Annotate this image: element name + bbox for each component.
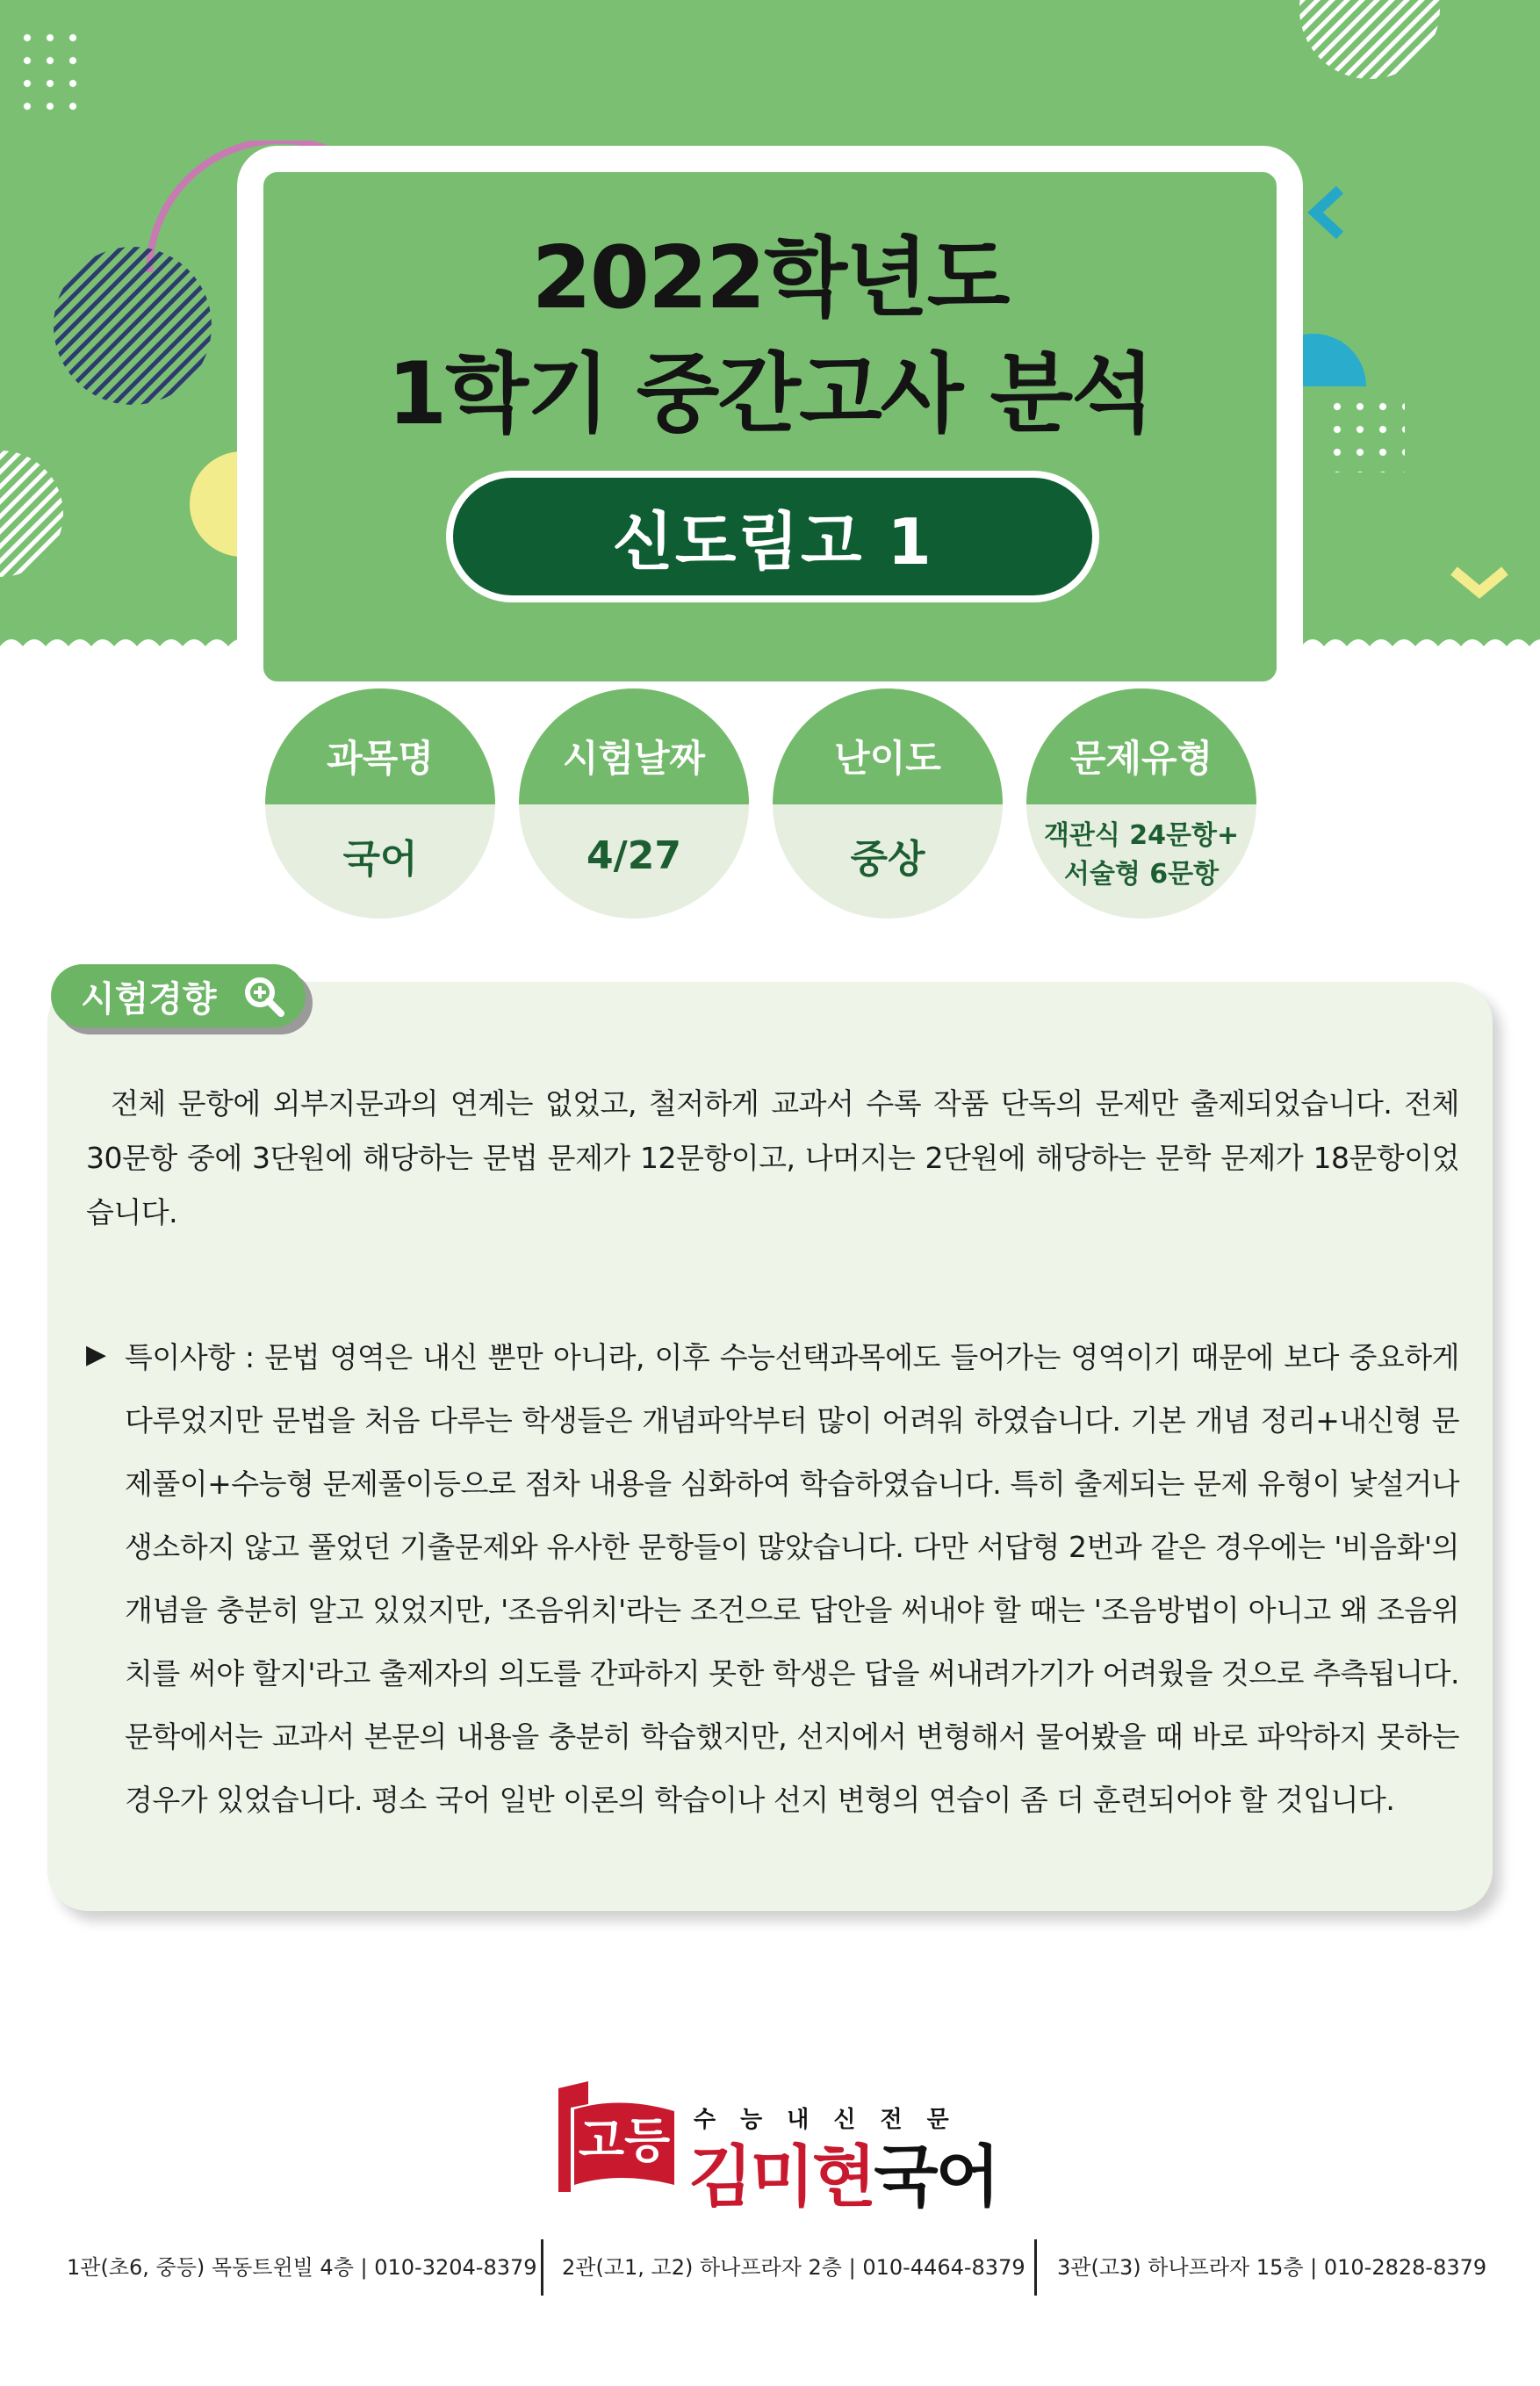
logo-name-black: 국어 — [874, 2137, 998, 2216]
bullet-arrow-icon: ▶ — [86, 1339, 107, 1370]
logo-mark-text: 고등 — [578, 2113, 671, 2168]
info-label: 난이도 — [773, 688, 1003, 804]
logo-name — [688, 2123, 997, 2219]
title-year: 2022학년도 — [531, 228, 1009, 328]
info-value: 국어 — [342, 837, 418, 882]
logo-subtitle: 수능내신전문 — [694, 2107, 974, 2133]
info-question-type — [1026, 688, 1256, 919]
branch-info: 3관(고3) 하나프라자 15층 | 010-2828-8379 — [1057, 2255, 1487, 2280]
chevron-down-decoration — [1449, 564, 1510, 599]
yellow-half-circle-decoration — [181, 451, 242, 557]
academy-logo-mark — [558, 2080, 681, 2195]
trend-paragraph: 전체 문항에 외부지문과의 연계는 없었고, 철저하게 교과서 수록 작품 단독의 문제만 출제되었습니다. 전체 30문항 중에 3단원에 해당하는 문법 문제가 12문항이고, 나머지는 2단원에 해당하는 문학 문제가 18문항이었습니다. — [86, 1086, 1459, 1229]
school-badge: 신도림고 1 — [446, 471, 1099, 602]
magnifier-plus-icon — [242, 975, 286, 1019]
branch-info: 2관(고1, 고2) 하나프라자 2층 | 010-4464-8379 — [562, 2255, 1025, 2280]
footer-divider — [541, 2239, 543, 2296]
info-value: 4/27 — [586, 833, 681, 878]
special-notes-text: 특이사항 : 문법 영역은 내신 뿐만 아니라, 이후 수능선택과목에도 들어가는 영역이기 때문에 보다 중요하게 다루었지만 문법을 처음 다루는 학생들은 개념파악부터 많이 어려워 하였습니다. 기본 개념 정리+내신형 문제풀이+수능형 문제풀이등으로 점차 내용을 심화하여 학습하였습니다. 특히 출제되는 문제 유형이 낯설거나 생소하지 않고 풀었던 기출문제와 유사한 문항들이 많았습니다. 다만 서답형 2번과 같은 경우에는 '비음화'의 개념을 충분히 알고 있었지만, '조음위치'라는 조건으로 답안을 써내야 할 때는 '조음방법이 아니고 왜 조음위치를 써야 할지'라고 출제자의 의도를 간파하지 못한 학생은 답을 써내려가기가 어려웠을 것으로 추측됩니다. 문학에서는 교과서 본문의 내용을 충분히 학습했지만, 선지에서 변형해서 물어봤을 때 바로 파악하지 못하는 경우가 있었습니다. 평소 국어 일반 이론의 학습이나 선지 변형의 연습이 좀 더 훈련되어야 할 것입니다. — [125, 1340, 1459, 1817]
dot-pattern-decoration — [16, 26, 86, 111]
info-label: 시험날짜 — [519, 688, 749, 804]
info-value: 중상 — [850, 837, 925, 882]
navy-striped-circle-decoration — [49, 242, 216, 409]
exam-trend-label: 시험경향 — [81, 978, 217, 1020]
footer-divider — [1034, 2239, 1037, 2296]
logo-name-red: 김미현 — [688, 2137, 874, 2216]
title-exam: 1학기 중간고사 분석 — [387, 344, 1153, 444]
info-exam-date — [519, 688, 749, 919]
dot-pattern-decoration — [1326, 395, 1405, 472]
info-subject — [265, 688, 495, 919]
info-value-line: 객관식 24문항+ — [1043, 820, 1240, 851]
info-label: 문제유형 — [1026, 688, 1256, 804]
chevron-left-decoration — [1305, 184, 1349, 241]
branch-info: 1관(초6, 중등) 목동트윈빌 4층 | 010-3204-8379 — [67, 2255, 537, 2280]
info-difficulty — [773, 688, 1003, 919]
info-value — [1026, 804, 1256, 919]
white-striped-circle-decoration — [0, 439, 70, 588]
footer-branches — [0, 2239, 1540, 2292]
striped-circle-decoration — [1299, 0, 1440, 79]
exam-trend-tag — [51, 964, 306, 1027]
info-label: 과목명 — [265, 688, 495, 804]
info-value-line: 서술형 6문항 — [1063, 859, 1220, 890]
